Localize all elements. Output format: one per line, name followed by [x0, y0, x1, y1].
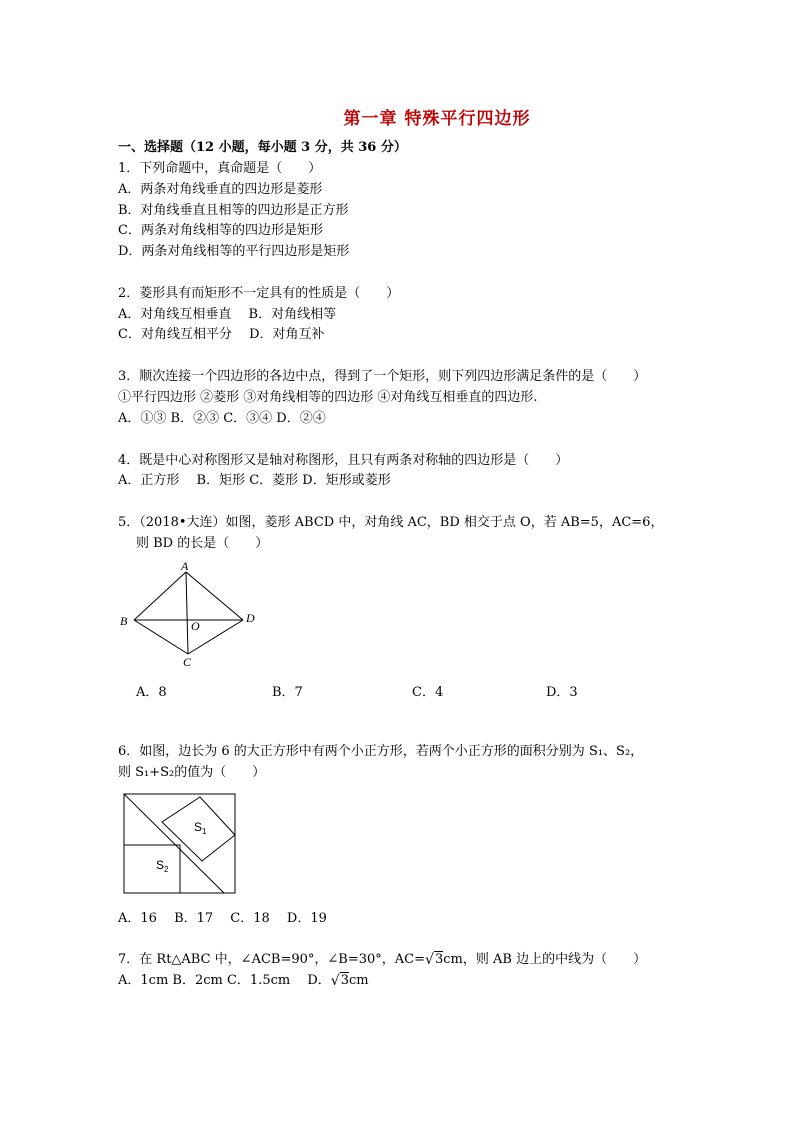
q4-options: A．正方形 B．矩形 C．菱形 D．矩形或菱形	[118, 473, 391, 488]
rhombus-figure	[112, 558, 272, 670]
q2-options-ab: A．对角线互相垂直 B．对角线相等	[118, 307, 337, 322]
q1-option-a: A．两条对角线垂直的四边形是菱形	[118, 182, 323, 197]
q1-option-c: C．两条对角线相等的四边形是矩形	[118, 223, 323, 238]
q3-conditions: ①平行四边形 ②菱形 ③对角线相等的四边形 ④对角线互相垂直的四边形.	[118, 390, 538, 405]
page-title: 第一章 特殊平行四边形	[343, 109, 531, 129]
rhombus-side-ad	[186, 572, 243, 620]
q3-options: A．①③ B．②③ C．③④ D．②④	[118, 411, 326, 426]
q1-stem: 1．下列命题中，真命题是（ ）	[118, 161, 322, 176]
q3-stem: 3．顺次连接一个四边形的各边中点，得到了一个矩形，则下列四边形满足条件的是（ ）	[118, 369, 647, 384]
q5-option-d: D．3	[546, 685, 578, 700]
q4-stem: 4．既是中心对称图形又是轴对称图形，且只有两条对称轴的四边形是（ ）	[118, 453, 569, 468]
q7-stem: 7．在 Rt△ABC 中，∠ACB=90°，∠B=30°，AC=√ 3cm，则 AB 边上的中线为（ ）	[118, 951, 646, 969]
vertex-label-d: D	[246, 611, 255, 625]
sqrt-symbol: √ 3	[425, 952, 443, 967]
rhombus-side-ab	[134, 572, 186, 620]
q6-stem-line2: 则 S₁+S₂的值为（ ）	[118, 765, 266, 780]
q5-stem-line2: 则 BD 的长是（ ）	[136, 536, 269, 551]
q6-stem-line1: 6．如图，边长为 6 的大正方形中有两个小正方形，若两个小正方形的面积分别为 S₁、S₂，	[118, 744, 644, 759]
big-square-diagonal	[124, 794, 224, 893]
q5-option-b: B．7	[272, 685, 303, 700]
squares-figure	[122, 792, 238, 896]
q5-stem-line1: 5．（2018•大连）如图，菱形 ABCD 中，对角线 AC，BD 相交于点 O，若 AB=5，AC=6，	[118, 515, 664, 530]
vertex-label-b: B	[120, 614, 128, 628]
q1-option-d: D．两条对角线相等的平行四边形是矩形	[118, 244, 350, 259]
q5-option-a: A．8	[136, 685, 167, 700]
vertex-label-a: A	[181, 559, 189, 573]
q6-options: A．16 B．17 C．18 D．19	[118, 911, 327, 926]
q5-option-c: C．4	[412, 685, 444, 700]
vertex-label-c: C	[183, 655, 192, 669]
s2-label: $S_2$	[156, 858, 169, 874]
center-label-o: O	[191, 619, 200, 633]
q1-option-b: B．对角线垂直且相等的四边形是正方形	[118, 203, 349, 218]
q2-options-cd: C．对角线互相平分 D．对角互补	[118, 327, 325, 342]
s1-label: $S_1$	[194, 820, 207, 836]
q2-stem: 2．菱形具有而矩形不一定具有的性质是（ ）	[118, 286, 400, 301]
rhombus-side-bc	[134, 620, 188, 654]
sqrt-symbol: √ 3	[331, 973, 349, 988]
q7-options: A．1cm B．2cm C．1.5cm D．√ 3cm	[118, 972, 369, 990]
small-square-s2	[124, 845, 180, 893]
section-heading: 一、选择题（12 小题，每小题 3 分，共 36 分）	[118, 140, 407, 155]
diagonal-ac	[186, 572, 188, 654]
